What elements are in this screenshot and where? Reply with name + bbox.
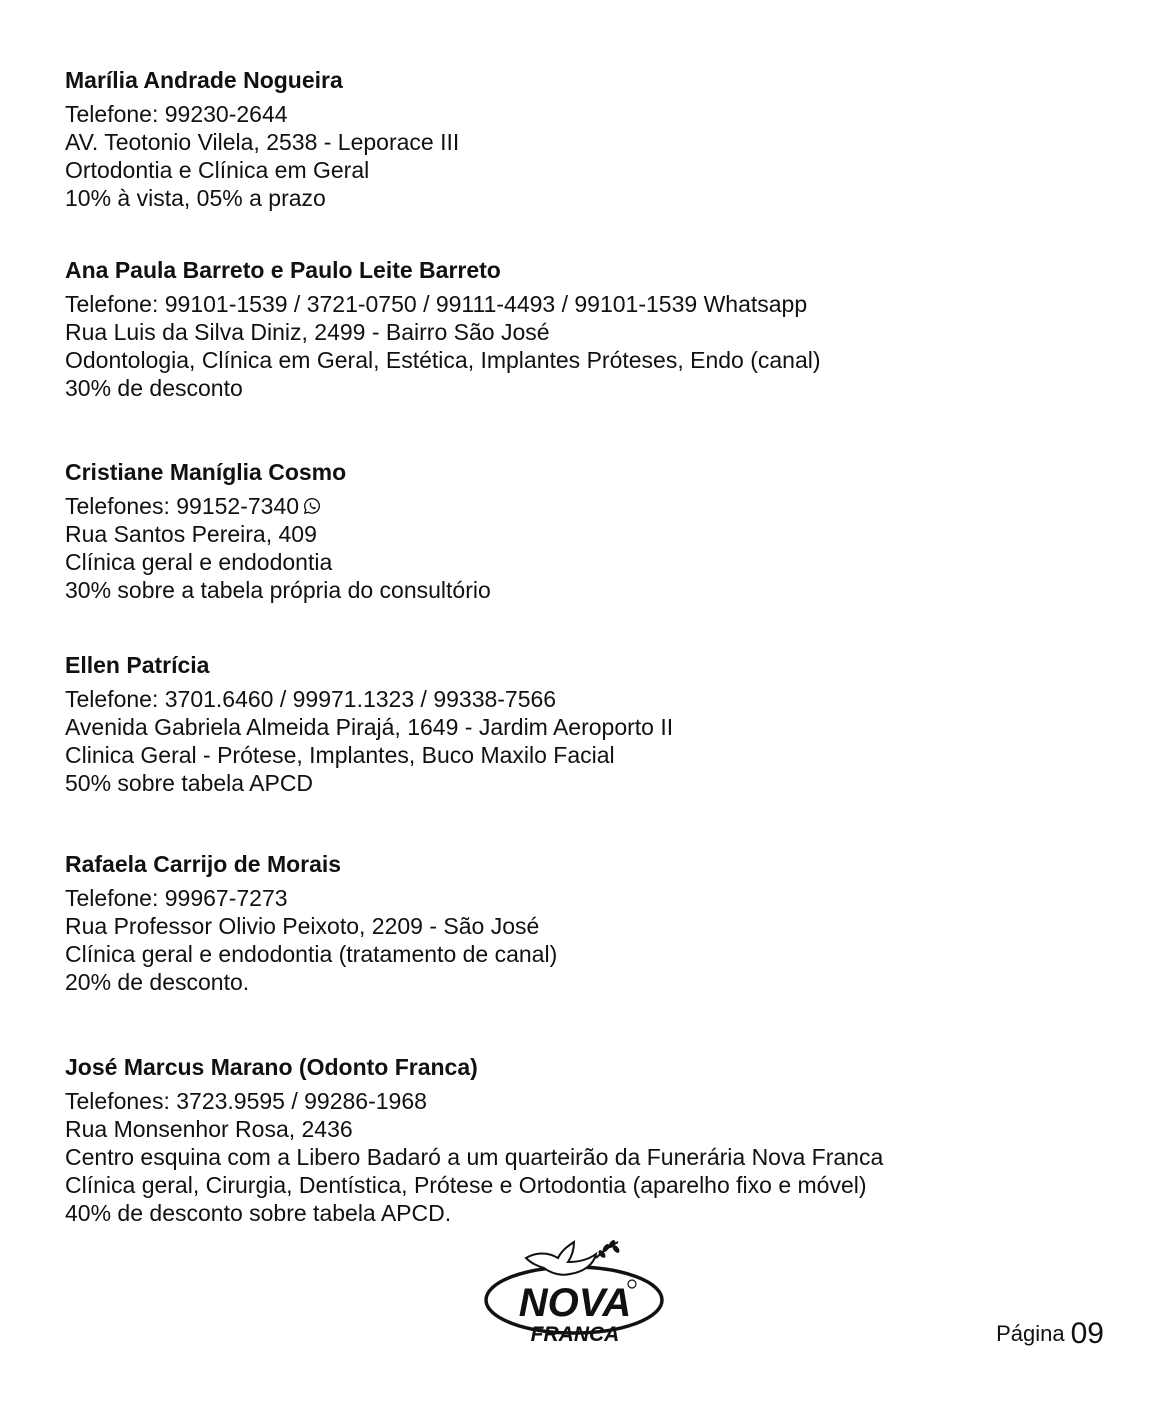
provider-discount: 30% de desconto [65,375,243,401]
provider-specialty: Clínica geral, Cirurgia, Dentística, Prótese e Ortodontia (aparelho fixo e móvel) [65,1172,867,1198]
provider-phone: Telefone: 99230-2644 [65,101,288,127]
provider-phone-line [65,492,1065,520]
provider-phone: Telefone: 99101-1539 / 3721-0750 / 99111-4493 / 99101-1539 Whatsapp [65,291,808,317]
provider-address: Avenida Gabriela Almeida Pirajá, 1649 - Jardim Aeroporto II [65,714,674,740]
provider-name: Rafaela Carrijo de Morais [65,851,342,877]
provider-address: Rua Luis da Silva Diniz, 2499 - Bairro São José [65,319,550,345]
provider-discount: 40% de desconto sobre tabela APCD. [65,1200,452,1226]
provider-entry-3 [65,458,1065,604]
provider-discount: 30% sobre a tabela própria do consultório [65,577,491,603]
provider-phone: Telefone: 99967-7273 [65,885,288,911]
provider-name: Marília Andrade Nogueira [65,67,343,93]
provider-specialty: Clínica geral e endodontia (tratamento de canal) [65,941,558,967]
provider-discount: 50% sobre tabela APCD [65,770,314,796]
logo-text-nova: NOVA [518,1281,632,1325]
provider-discount: 10% à vista, 05% a prazo [65,185,326,211]
provider-name: Cristiane Maníglia Cosmo [65,459,347,485]
provider-name: José Marcus Marano (Odonto Franca) [65,1054,478,1080]
nova-franca-logo [478,1238,670,1348]
provider-phone: Telefones: 99152-7340 [65,493,300,519]
provider-specialty: Clínica geral e endodontia [65,549,333,575]
provider-address: AV. Teotonio Vilela, 2538 - Leporace III [65,129,460,155]
provider-phone: Telefones: 3723.9595 / 99286-1968 [65,1088,427,1114]
provider-specialty: Odontologia, Clínica em Geral, Estética, Implantes Próteses, Endo (canal) [65,347,821,373]
provider-location-note: Centro esquina com a Libero Badaró a um quarteirão da Funerária Nova Franca [65,1144,884,1170]
provider-discount: 20% de desconto. [65,969,250,995]
logo-text-franca: FRANCA [530,1323,620,1346]
page-number [996,1318,1104,1350]
page-number-value: 09 [1070,1317,1104,1350]
provider-name: Ellen Patrícia [65,652,210,678]
provider-specialty: Ortodontia e Clínica em Geral [65,157,370,183]
provider-address: Rua Santos Pereira, 409 [65,521,317,547]
provider-entry-6 [65,1053,1065,1227]
provider-address: Rua Monsenhor Rosa, 2436 [65,1116,353,1142]
provider-entry-1 [65,66,1065,212]
page-label: Página [996,1321,1065,1346]
whatsapp-icon [303,497,321,515]
provider-name: Ana Paula Barreto e Paulo Leite Barreto [65,257,501,283]
provider-address: Rua Professor Olivio Peixoto, 2209 - São José [65,913,540,939]
provider-entry-4 [65,651,1065,797]
provider-entry-2 [65,256,1065,402]
provider-entry-5 [65,850,1065,996]
provider-specialty: Clinica Geral - Prótese, Implantes, Buco Maxilo Facial [65,742,615,768]
provider-phone: Telefone: 3701.6460 / 99971.1323 / 99338-7566 [65,686,557,712]
